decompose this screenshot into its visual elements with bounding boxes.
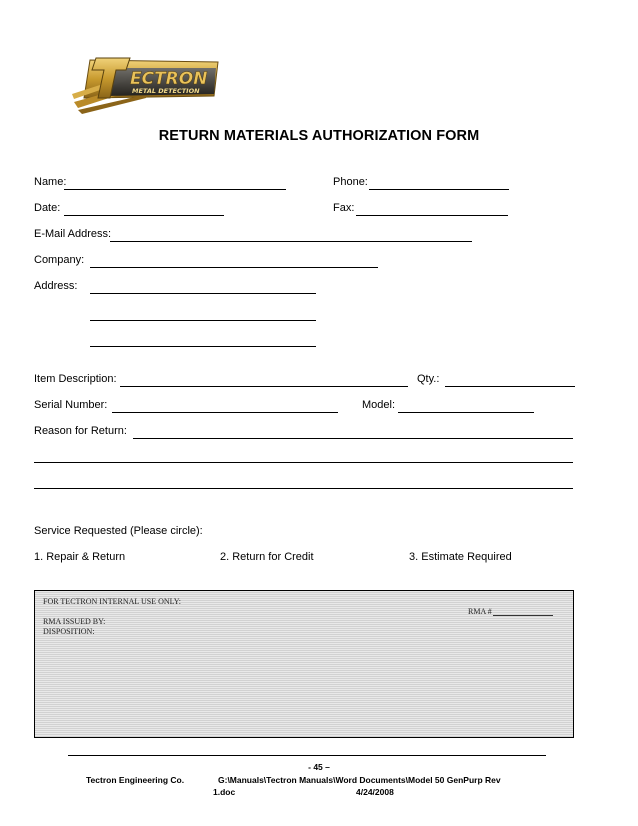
tectron-logo bbox=[68, 54, 228, 116]
model-label: Model: bbox=[362, 399, 396, 411]
reason-label: Reason for Return: bbox=[34, 425, 127, 437]
reason-field[interactable] bbox=[133, 438, 573, 439]
serial-number-field[interactable] bbox=[112, 412, 338, 413]
disposition-label: DISPOSITION: bbox=[43, 627, 95, 636]
rma-number-label: RMA # bbox=[468, 607, 492, 616]
service-option-repair[interactable]: 1. Repair & Return bbox=[34, 551, 126, 563]
qty-label: Qty.: bbox=[417, 373, 440, 385]
internal-use-heading: FOR TECTRON INTERNAL USE ONLY: bbox=[43, 597, 182, 606]
reason-line-3[interactable] bbox=[34, 488, 573, 489]
rma-number-field[interactable] bbox=[493, 615, 553, 616]
date-field[interactable] bbox=[64, 215, 224, 216]
service-option-credit[interactable]: 2. Return for Credit bbox=[220, 551, 314, 563]
address-label: Address: bbox=[34, 280, 78, 292]
logo-graphic bbox=[68, 54, 228, 116]
address-line-3[interactable] bbox=[90, 346, 316, 347]
internal-use-box bbox=[34, 590, 574, 738]
name-field[interactable] bbox=[64, 189, 286, 190]
logo-subtitle: METAL DETECTION bbox=[132, 87, 200, 95]
fax-label: Fax: bbox=[333, 202, 355, 214]
fax-field[interactable] bbox=[356, 215, 508, 216]
footer-path: G:\Manuals\Tectron Manuals\Word Documents\Model 50 GenPurp Rev bbox=[218, 775, 501, 785]
page-number: - 45 – bbox=[308, 762, 330, 772]
reason-line-2[interactable] bbox=[34, 462, 573, 463]
date-label: Date: bbox=[34, 202, 61, 214]
footer-company: Tectron Engineering Co. bbox=[86, 775, 185, 785]
logo-wordmark: ECTRON bbox=[130, 69, 208, 89]
item-description-label: Item Description: bbox=[34, 373, 117, 385]
address-line-1[interactable] bbox=[90, 293, 316, 294]
qty-field[interactable] bbox=[445, 386, 575, 387]
company-field[interactable] bbox=[90, 267, 378, 268]
item-description-field[interactable] bbox=[120, 386, 408, 387]
name-label: Name: bbox=[34, 176, 67, 188]
email-label: E-Mail Address: bbox=[34, 228, 112, 240]
model-field[interactable] bbox=[398, 412, 534, 413]
footer-divider bbox=[68, 755, 546, 756]
address-line-2[interactable] bbox=[90, 320, 316, 321]
email-field[interactable] bbox=[110, 241, 472, 242]
phone-label: Phone: bbox=[333, 176, 368, 188]
rma-issued-by-label: RMA ISSUED BY: bbox=[43, 617, 106, 626]
footer-file: 1.doc bbox=[213, 787, 236, 797]
company-label: Company: bbox=[34, 254, 85, 266]
service-option-estimate[interactable]: 3. Estimate Required bbox=[409, 551, 512, 563]
form-title: RETURN MATERIALS AUTHORIZATION FORM bbox=[158, 128, 480, 144]
phone-field[interactable] bbox=[369, 189, 509, 190]
serial-number-label: Serial Number: bbox=[34, 399, 108, 411]
footer-date: 4/24/2008 bbox=[356, 787, 394, 797]
service-heading: Service Requested (Please circle): bbox=[34, 525, 203, 537]
